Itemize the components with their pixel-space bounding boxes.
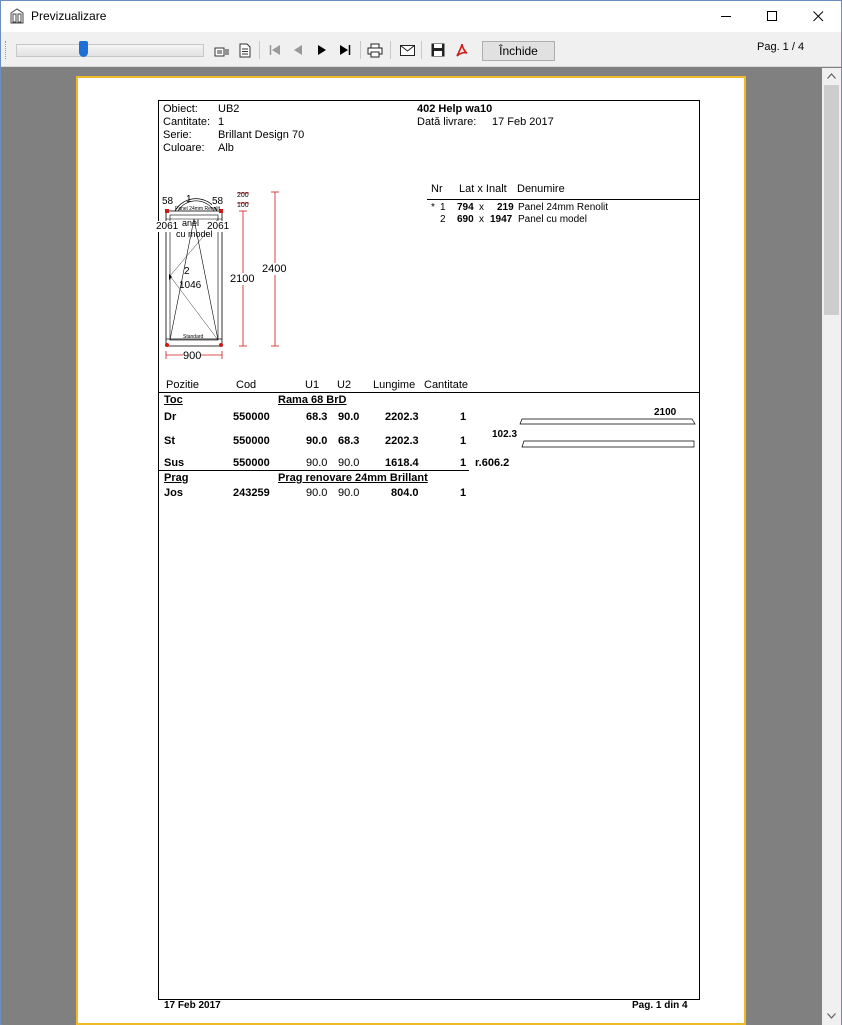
field-label-cantitate: Cantitate: [163,116,211,128]
dim-mid-num: 2 [184,266,190,277]
panels-header-nr: Nr [431,183,443,195]
group-title: Rama 68 BrD [278,394,347,406]
toolbar [1,32,841,67]
dim-top-num: 1 [186,194,192,205]
profiles-header-rule [159,392,700,393]
profile-row-cod: 550000 [233,435,270,447]
cut-label-length: 2100 [654,407,677,418]
dim-height-2100: 2100 [230,273,255,285]
panel-row-lat: 690 [457,214,474,225]
profile-row-qty: 1 [460,411,467,423]
profiles-header-u1: U1 [305,379,320,391]
toolbar-separator [390,41,391,59]
single-page-button[interactable] [234,40,256,60]
previous-page-icon [292,44,304,56]
profile-row-u2: 68.3 [338,435,360,447]
document-icon [239,43,251,58]
group-end-rule [159,470,469,471]
maximize-icon [767,11,778,22]
email-button[interactable] [396,40,418,60]
save-button[interactable] [427,40,449,60]
group-title: Prag renovare 24mm Brillant [278,472,428,484]
view-pages-button[interactable] [211,40,233,60]
profile-row-u1: 90.0 [306,487,328,499]
toolbar-separator [421,41,422,59]
field-value-obiect: UB2 [218,103,240,115]
panel-row-marker: * [431,202,435,213]
scrollbar-thumb[interactable] [824,85,839,315]
last-page-button[interactable] [334,40,356,60]
dim-top-right: 58 [212,196,224,207]
last-page-icon [339,44,351,56]
profile-row-cod: 243259 [233,487,270,499]
sill-label: Standard [183,334,204,340]
dim-top-left: 58 [162,196,174,207]
profile-row-length: 804.0 [391,487,419,499]
profile-row-length: 1618.4 [385,457,419,469]
print-button[interactable] [364,40,386,60]
toolbar-grip [5,41,7,59]
panel-row-inalt: 1947 [490,214,513,225]
panel-text-1: anel [182,218,200,228]
app-window-icon [10,8,24,24]
pdf-icon [455,43,469,57]
profile-row-length: 2202.3 [385,411,419,423]
first-page-button[interactable] [264,40,286,60]
dim-mid: 1046 [179,280,202,291]
panels-header-name: Denumire [517,183,565,195]
delivery-date: 17 Feb 2017 [492,116,554,128]
profile-row-pos: Jos [164,487,183,499]
window-title: Previzualizare [31,9,107,23]
minimize-button[interactable] [703,1,749,32]
panel-text-2: cu model [176,229,213,239]
cut-label-offset: 102.3 [492,429,518,440]
close-preview-button[interactable]: Închide [482,41,555,61]
profile-row-u1: 90.0 [306,435,328,447]
panel-row-inalt: 219 [497,202,514,213]
profile-row-u2: 90.0 [338,487,360,499]
panel-row-x: x [479,214,484,225]
profile-row-qty: 1 [460,435,467,447]
report-page [76,76,746,1025]
field-value-serie: Brillant Design 70 [218,129,305,141]
dim-side-left: 2061 [156,221,179,232]
scroll-up-icon[interactable] [827,73,836,79]
dim-top-small-1: 200 [237,192,249,199]
vertical-scrollbar[interactable] [822,68,841,1025]
zoom-slider-track[interactable] [16,44,204,57]
panel-row-name: Panel cu model [518,214,587,225]
title-bar [1,1,841,32]
field-value-cantitate: 1 [218,116,225,128]
next-page-button[interactable] [311,40,333,60]
toolbar-separator [360,41,361,59]
field-label-culoare: Culoare: [163,142,205,154]
profile-row-u1: 90.0 [306,457,328,469]
zoom-slider-thumb[interactable] [79,41,88,57]
profiles-header-pozitie: Pozitie [166,379,200,391]
envelope-icon [400,45,415,56]
profiles-header-lungime: Lungime [373,379,416,391]
field-label-obiect: Obiect: [163,103,198,115]
dim-top-small-2: 100 [237,202,249,209]
footer-page: Pag. 1 din 4 [632,1000,688,1011]
footer-date: 17 Feb 2017 [164,1000,221,1011]
preview-viewport[interactable] [2,68,822,1025]
dim-width-900: 900 [183,350,202,362]
floppy-disk-icon [431,43,445,57]
first-page-icon [269,44,281,56]
dim-side-right: 2061 [207,221,230,232]
panel-row-nr: 1 [440,202,446,213]
panel-row-lat: 794 [457,202,474,213]
profile-row-pos: Dr [164,411,177,423]
profile-row-qty: 1 [460,487,467,499]
profile-row-u1: 68.3 [306,411,328,423]
profiles-header-cantitate: Cantitate [424,379,469,391]
profile-row-pos: Sus [164,457,185,469]
group-name: Prag [164,472,189,484]
close-icon [813,11,824,22]
profile-row-length: 2202.3 [385,435,419,447]
panels-header-rule [427,199,700,200]
profiles-header-cod: Cod [236,379,257,391]
previous-page-button[interactable] [287,40,309,60]
minimize-icon [721,11,732,22]
page-indicator: Pag. 1 / 4 [757,41,805,53]
report-frame [158,100,700,1000]
field-label-serie: Serie: [163,129,192,141]
profile-row-u2: 90.0 [338,457,360,469]
scroll-down-icon[interactable] [827,1013,836,1019]
job-title: 402 Help wa10 [417,103,493,115]
panel-row-x: x [479,202,484,213]
profile-row-pos: St [164,435,175,447]
multi-page-icon [214,43,230,57]
dim-height-2400: 2400 [262,263,287,275]
field-value-culoare: Alb [218,142,234,154]
close-window-button[interactable] [795,1,841,32]
profile-row-extra: r.606.2 [475,457,510,469]
maximize-button[interactable] [749,1,795,32]
next-page-icon [316,44,328,56]
panel-row-nr: 2 [440,214,446,225]
delivery-label: Dată livrare: [417,116,477,128]
panel-top-label: Panel 24mm Renolit [175,206,221,212]
panels-header-size: Lat x Inalt [459,183,507,195]
profile-row-cod: 550000 [233,411,270,423]
profile-row-u2: 90.0 [338,411,360,423]
profile-row-cod: 550000 [233,457,270,469]
toolbar-separator [259,41,260,59]
profiles-header-u2: U2 [337,379,352,391]
printer-icon [367,43,383,58]
cut-diagram [517,413,699,453]
profile-row-qty: 1 [460,457,467,469]
panel-row-name: Panel 24mm Renolit [518,202,609,213]
export-pdf-button[interactable] [451,40,473,60]
group-name: Toc [164,394,183,406]
